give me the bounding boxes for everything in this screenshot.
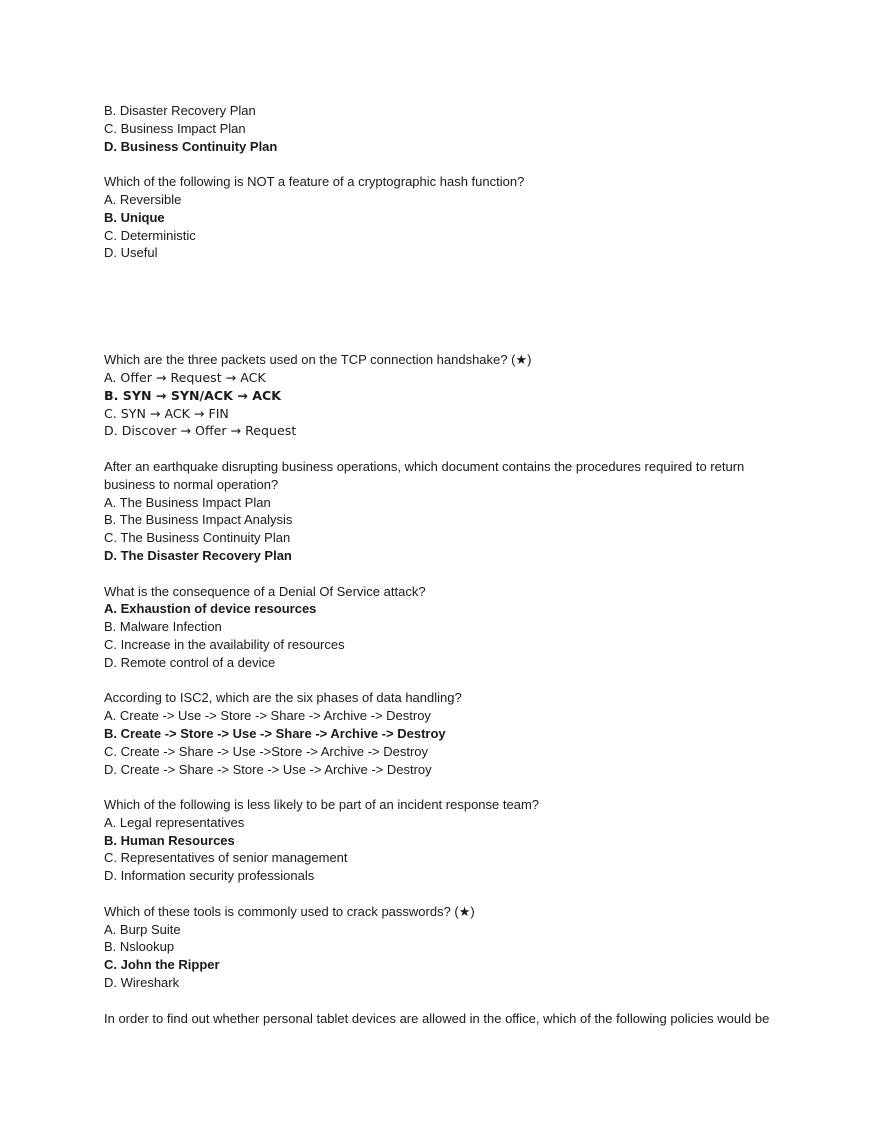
option-c: C. Deterministic [104, 227, 196, 243]
option-a: A. Offer → Request → ACK [104, 369, 266, 385]
question-text: What is the consequence of a Denial Of Service attack? [104, 583, 426, 599]
option-b: B. Nslookup [104, 939, 175, 955]
option-d: D. Create -> Share -> Store -> Use -> Archive -> Destroy [104, 761, 432, 777]
option-d: D. Information security professionals [104, 868, 315, 884]
document-content [104, 102, 784, 1027]
question-block-tablet [104, 1010, 784, 1028]
question-block-tcp [104, 351, 784, 440]
question-block-prev [104, 102, 784, 155]
option-a: A. The Business Impact Plan [104, 494, 271, 510]
option-a: A. Burp Suite [104, 921, 181, 937]
question-text: After an earthquake disrupting business operations, which document contains the procedures required to return business to normal operation? [104, 458, 745, 492]
option-a: A. Create -> Use -> Store -> Share -> Archive -> Destroy [104, 708, 431, 724]
question-block-dos [104, 583, 784, 672]
question-block-data-handling [104, 689, 784, 778]
option-d-correct: D. The Disaster Recovery Plan [104, 547, 292, 563]
option-c: C. Business Impact Plan [104, 120, 246, 136]
option-d: D. Wireshark [104, 975, 180, 991]
option-c: C. SYN → ACK → FIN [104, 405, 229, 421]
question-block-hash [104, 173, 784, 262]
option-b-correct: B. Create -> Store -> Use -> Share -> Archive -> Destroy [104, 725, 446, 741]
option-b-correct: B. Human Resources [104, 832, 235, 848]
option-b-correct: B. SYN → SYN/ACK → ACK [104, 387, 281, 403]
option-c: C. Create -> Share -> Use ->Store -> Archive -> Destroy [104, 743, 429, 759]
option-b: B. Disaster Recovery Plan [104, 103, 256, 118]
option-a: A. Reversible [104, 191, 182, 207]
option-d: D. Discover → Offer → Request [104, 423, 297, 439]
question-block-passwords [104, 903, 784, 992]
question-block-earthquake [104, 458, 784, 565]
question-text: In order to find out whether personal tablet devices are allowed in the office, which of the following policies would be [104, 1010, 770, 1026]
option-d: D. Remote control of a device [104, 654, 276, 670]
question-text: According to ISC2, which are the six phases of data handling? [104, 690, 462, 706]
option-c: C. Representatives of senior management [104, 850, 348, 866]
option-a-correct: A. Exhaustion of device resources [104, 601, 317, 617]
option-a: A. Legal representatives [104, 814, 245, 830]
option-b-correct: B. Unique [104, 209, 165, 225]
question-text: Which of the following is NOT a feature of a cryptographic hash function? [104, 174, 525, 190]
option-c-correct: C. John the Ripper [104, 957, 220, 973]
option-d-correct: D. Business Continuity Plan [104, 138, 278, 154]
option-d: D. Useful [104, 245, 158, 261]
question-text: Which of these tools is commonly used to crack passwords? (★) [104, 903, 475, 919]
question-text: Which of the following is less likely to be part of an incident response team? [104, 797, 540, 813]
option-c: C. Increase in the availability of resources [104, 636, 345, 652]
question-text: Which are the three packets used on the TCP connection handshake? (★) [104, 352, 532, 368]
option-b: B. Malware Infection [104, 619, 222, 635]
option-b: B. The Business Impact Analysis [104, 512, 293, 528]
question-block-incident [104, 796, 784, 885]
option-c: C. The Business Continuity Plan [104, 530, 291, 546]
